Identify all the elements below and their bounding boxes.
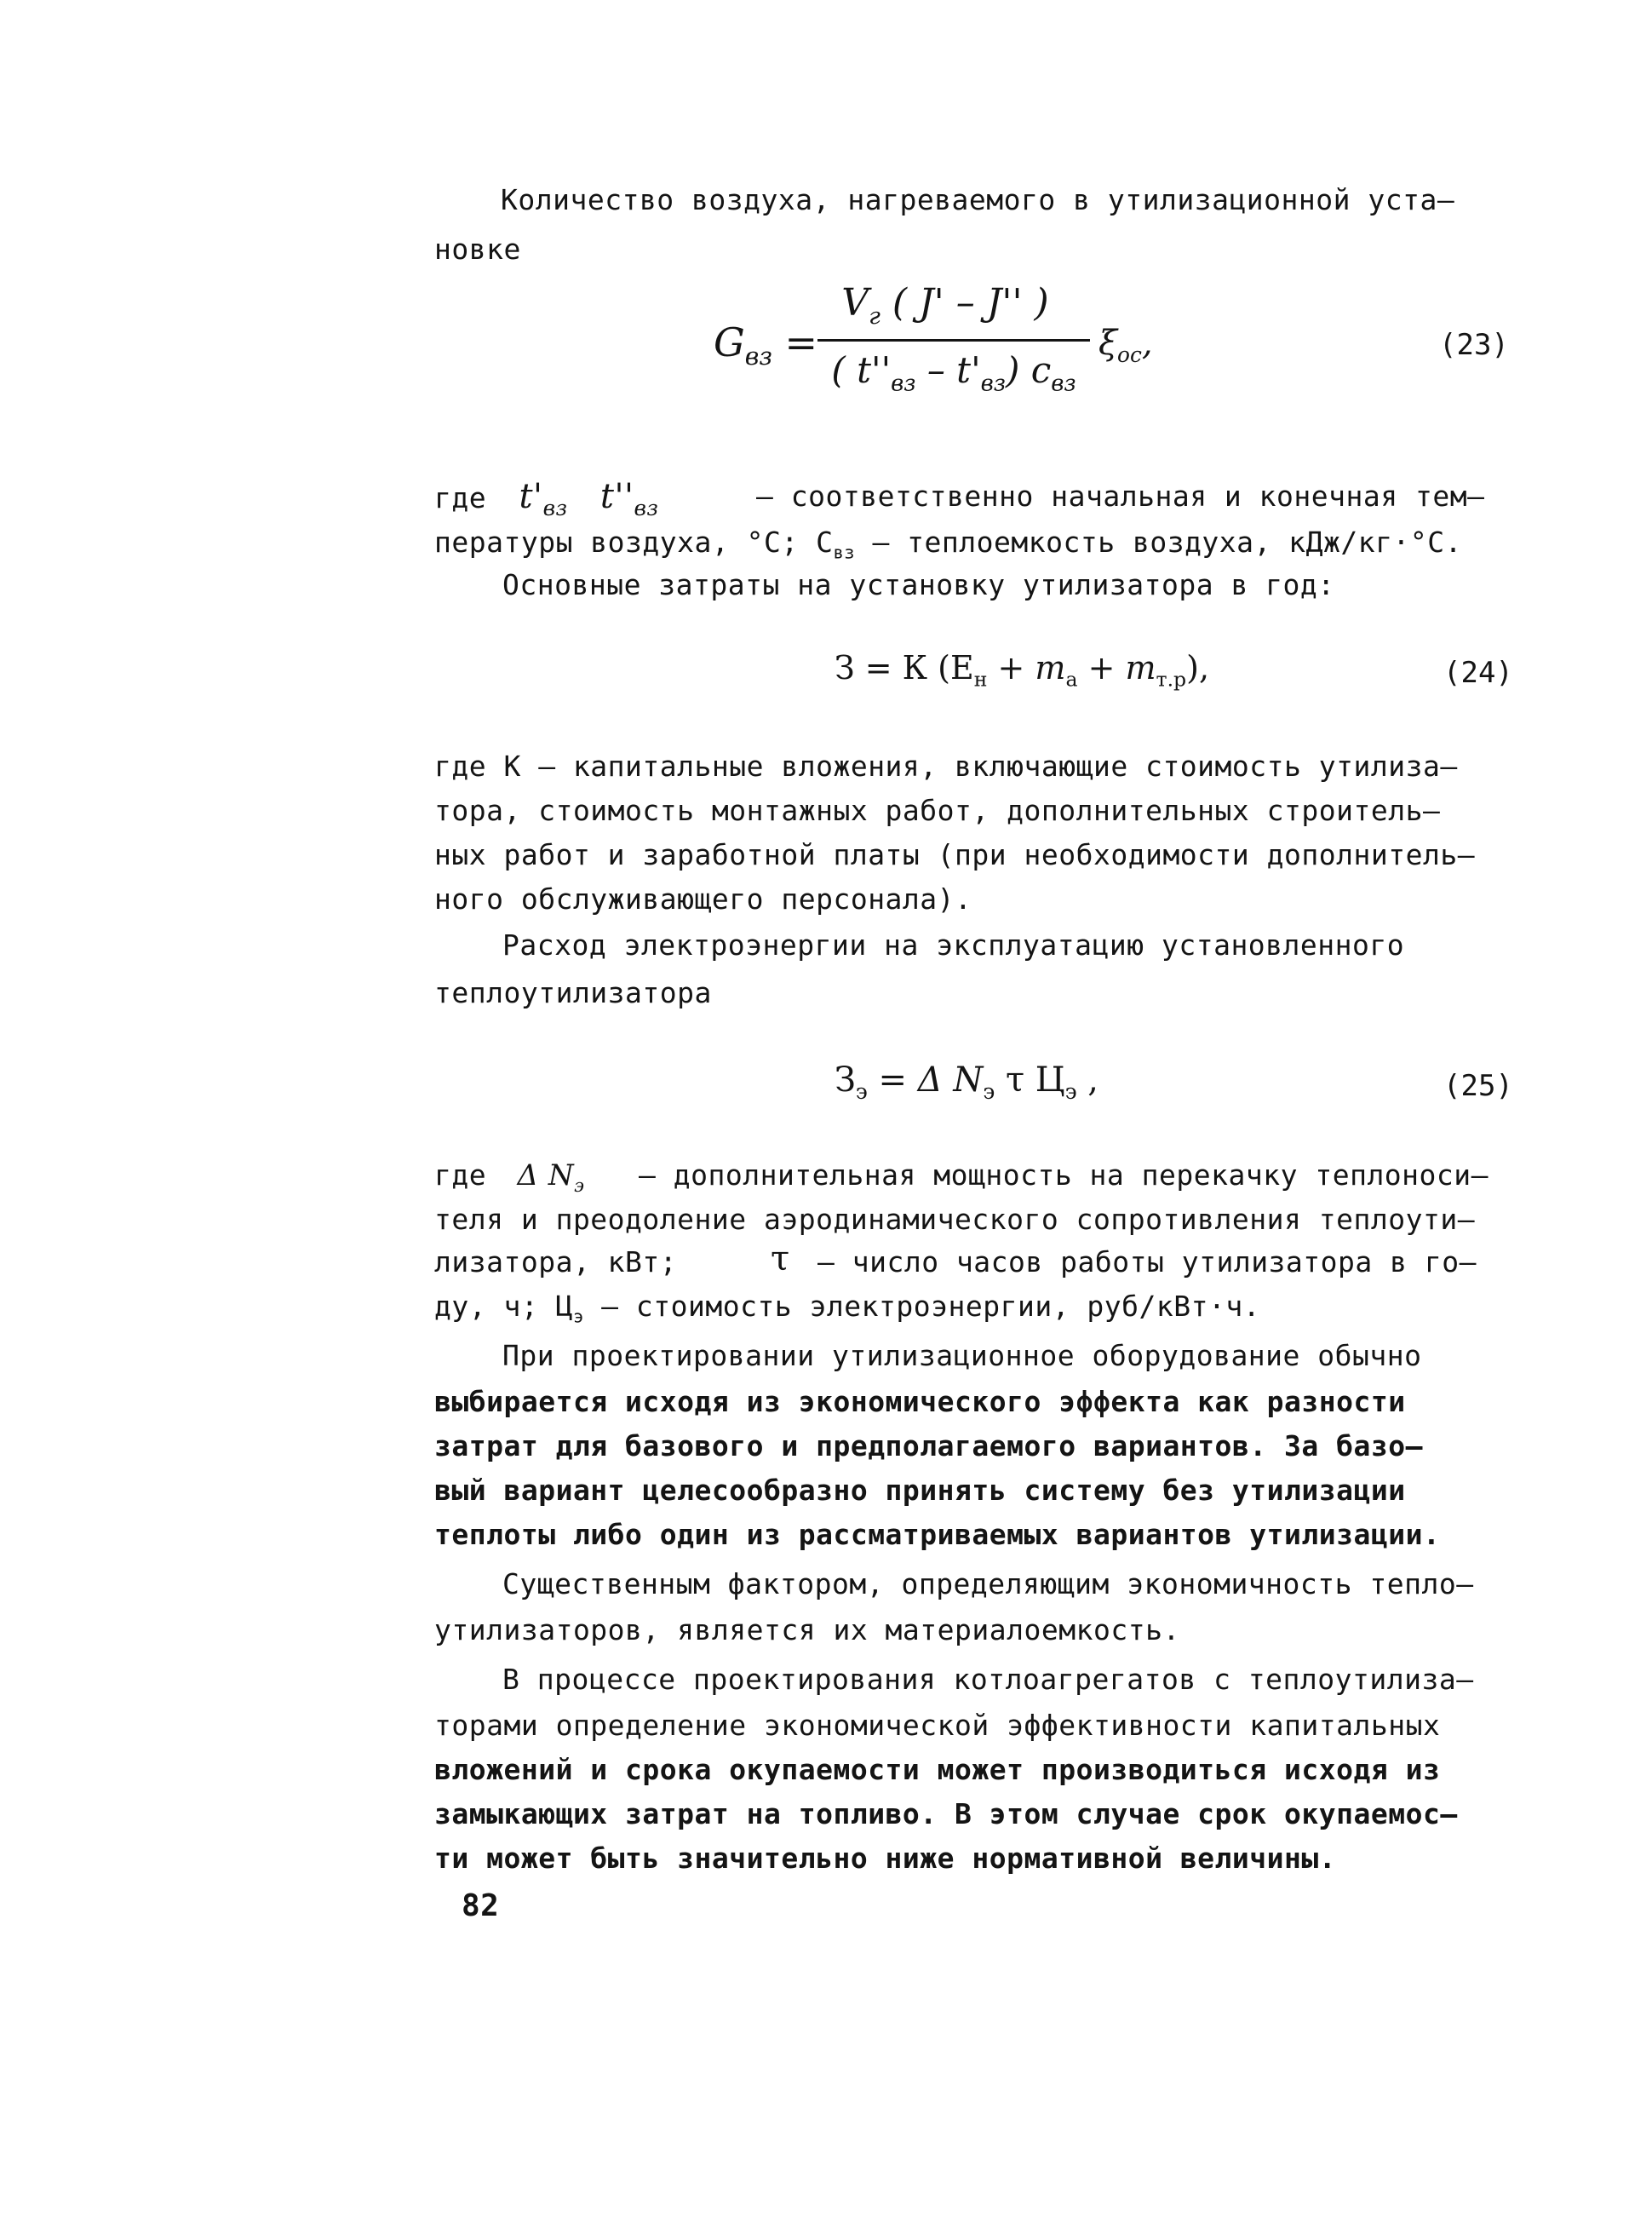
paragraph-line: утилизаторов, является их материалоемкость. (434, 1613, 1180, 1646)
equation-numerator: $V_г$ ( J' – J'' ) (841, 281, 1049, 330)
paragraph-line: При проектировании утилизационное оборудование обычно (502, 1339, 1422, 1372)
equation-lhs: $G_{вз}$ = (714, 319, 818, 371)
paragraph-line: вложений и срока окупаемости может производиться исходя из (434, 1753, 1441, 1786)
equation-number: (24) (1443, 656, 1513, 690)
paragraph-line: тора, стоимость монтажных работ, дополнительных строитель– (434, 794, 1441, 827)
paragraph-line: где К – капитальные вложения, включающие стоимость утилиза– (434, 750, 1458, 783)
paragraph-line: новке (434, 233, 521, 266)
paragraph-line: Количество воздуха, нагреваемого в утилизационной уста– (501, 183, 1455, 216)
equation-number: (23) (1439, 328, 1509, 362)
paragraph-line: теплоутилизатора (434, 976, 712, 1009)
paragraph-line: В процессе проектирования котлоагрегатов с теплоутилиза– (502, 1663, 1474, 1696)
paragraph-line: – число часов работы утилизатора в го– (817, 1245, 1477, 1279)
equation-25: $З_э = \Delta$ $N_э$ τ $Ц_э$ , (835, 1060, 1099, 1104)
page-number: 82 (462, 1888, 500, 1923)
paragraph-line: ного обслуживающего персонала). (434, 882, 972, 916)
paragraph-line: выбирается исходя из экономического эффекта как разности (434, 1385, 1406, 1418)
paragraph-line: Существенным фактором, определяющим экономичность тепло– (502, 1567, 1474, 1600)
equation-24: З = К $(Е_н + m_а + m_{т.р})$, (835, 649, 1210, 692)
paragraph-line: затрат для базового и предполагаемого вариантов. За базо– (434, 1429, 1423, 1462)
paragraph-line: пературы воздуха, °С; $С_{вз}$ – теплоемкость воздуха, кДж/кг·°С. (434, 526, 1462, 563)
paragraph-line: – дополнительная мощность на перекачку теплоноси– (639, 1158, 1489, 1192)
fraction-bar (817, 339, 1090, 342)
equation-number: (25) (1443, 1069, 1513, 1103)
symbol-t-double-prime: $t''_{вз}$ (599, 477, 659, 520)
paragraph-line: ных работ и заработной платы (при необходимости дополнитель– (434, 838, 1476, 871)
paragraph-line: теля и преодоление аэродинамического сопротивления теплоути– (434, 1203, 1476, 1236)
paragraph-line: где $t'_{вз}$ $t''_{вз}$ (434, 477, 659, 520)
paragraph-line: Основные затраты на установку утилизатора в год: (502, 568, 1335, 601)
symbol-tau: τ (771, 1239, 790, 1279)
paragraph-line: теплоты либо один из рассматриваемых вариантов утилизации. (434, 1518, 1441, 1551)
symbol-delta-n: Δ $N_э$ (517, 1158, 585, 1196)
paragraph-line: – соответственно начальная и конечная тем– (756, 480, 1485, 513)
paragraph-line: ду, ч; $Ц_э$ – стоимость электроэнергии, руб/кВт·ч. (434, 1290, 1261, 1327)
paragraph-line: где Δ $N_э$ (434, 1158, 585, 1196)
paragraph-line: лизатора, кВт; (434, 1245, 678, 1279)
symbol-t-prime: $t'_{вз}$ (519, 477, 568, 520)
paragraph-line: замыкающих затрат на топливо. В этом случае срок окупаемос– (434, 1797, 1458, 1830)
paragraph-line: Расход электроэнергии на эксплуатацию установленного (502, 928, 1405, 962)
paragraph-line: вый вариант целесообразно принять систему без утилизации (434, 1474, 1406, 1507)
paragraph-line: торами определение экономической эффективности капитальных (434, 1709, 1441, 1742)
equation-denominator: ( $t''_{вз} - t'_{вз}$) $c_{вз}$ (831, 349, 1076, 397)
paragraph-line: ти может быть значительно ниже нормативной величины. (434, 1842, 1337, 1875)
equation-factor: $\xi_{ос}$, (1098, 324, 1153, 367)
